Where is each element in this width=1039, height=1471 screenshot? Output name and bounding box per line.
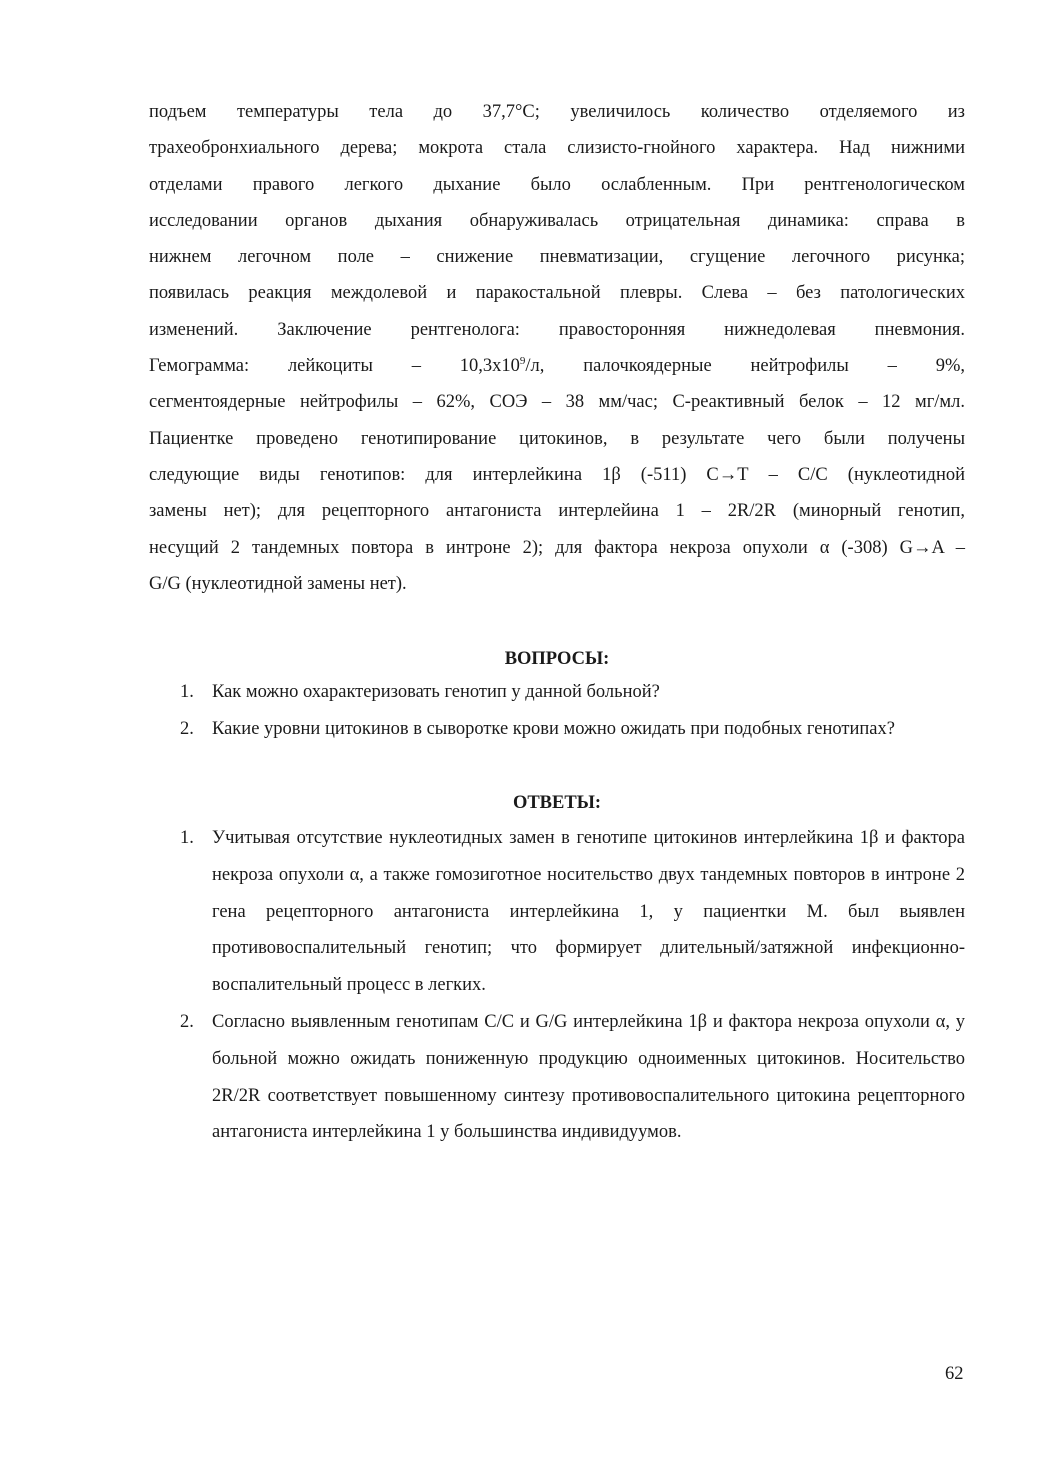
answer-text: Учитывая отсутствие нуклеотидных замен в генотипе цитокинов интерлейкина 1β и фактора некроза опухоли α, а также гомозиготное носительство двух тандемных повторов в интроне 2 гена рецепторного антагониста интерлейкина 1, у пациентки М. был выявлен противовоспалительный генотип; что формирует длительный/затяжной инфекционно-воспалительный процесс в легких. (212, 828, 965, 996)
page-number: 62 (945, 1364, 964, 1384)
paragraph-line: трахеобронхиального дерева; мокрота стала слизисто-гнойного характера. Над нижними (149, 138, 965, 159)
exponent: 9 (519, 355, 526, 368)
questions-list (149, 674, 965, 748)
paragraph-line: несущий 2 тандемных повтора в интроне 2); для фактора некроза опухоли α (-308) G→A – (149, 537, 965, 558)
answers-list (149, 820, 965, 1151)
answer-item (149, 820, 965, 1004)
list-number: 1. (180, 682, 194, 702)
paragraph-line: следующие виды генотипов: для интерлейкина 1β (-511) С→Т – С/С (нуклеотидной (149, 464, 965, 485)
answer-text: Согласно выявленным генотипам С/С и G/G интерлейкина 1β и фактора некроза опухоли α, у больной можно ожидать пониженную продукцию одноименных цитокинов. Носительство 2R/2R соответствует повышенному синтезу противовоспалительного цитокина рецепторного антагониста интерлейкина 1 у большинства индивидуумов. (212, 1011, 965, 1143)
list-number: 2. (180, 1011, 194, 1032)
case-description-paragraph (149, 94, 965, 602)
questions-heading: ВОПРОСЫ: (504, 649, 610, 669)
paragraph-line: подъем температуры тела до 37,7°С; увеличилось количество отделяемого из (149, 102, 965, 122)
paragraph-line: изменений. Заключение рентгенолога: правосторонняя нижнедолевая пневмония. (149, 319, 965, 340)
hemogram-text: Гемограмма: лейкоциты – 10,3х10 (149, 356, 520, 377)
answers-heading: ОТВЕТЫ: (512, 793, 602, 813)
paragraph-line: исследовании органов дыхания обнаруживалась отрицательная динамика: справа в (149, 210, 965, 231)
paragraph-line: отделами правого легкого дыхание было ослабленным. При рентгенологическом (149, 174, 965, 195)
question-item (149, 674, 965, 711)
hemogram-line (149, 348, 965, 384)
list-number: 2. (180, 718, 194, 739)
list-number: 1. (180, 828, 194, 848)
question-item (149, 711, 965, 748)
paragraph-line: G/G (нуклеотидной замены нет). (149, 573, 407, 594)
answer-item (149, 1004, 965, 1151)
paragraph-line: сегментоядерные нейтрофилы – 62%, СОЭ – 38 мм/час; С-реактивный белок – 12 мг/мл. (149, 392, 965, 413)
paragraph-line: появилась реакция междолевой и паракостальной плевры. Слева – без патологических (149, 283, 965, 304)
question-text: Как можно охарактеризовать генотип у данной больной? (212, 682, 660, 702)
hemogram-text-continued: /л, палочкоядерные нейтрофилы – 9%, (525, 356, 965, 377)
paragraph-line: Пациентке проведено генотипирование цитокинов, в результате чего были получены (149, 428, 965, 449)
paragraph-line: замены нет); для рецепторного антагониста интерлейина 1 – 2R/2R (минорный генотип, (149, 501, 965, 522)
question-text: Какие уровни цитокинов в сыворотке крови можно ожидать при подобных генотипах? (212, 718, 895, 739)
paragraph-line: нижнем легочном поле – снижение пневматизации, сгущение легочного рисунка; (149, 247, 965, 268)
